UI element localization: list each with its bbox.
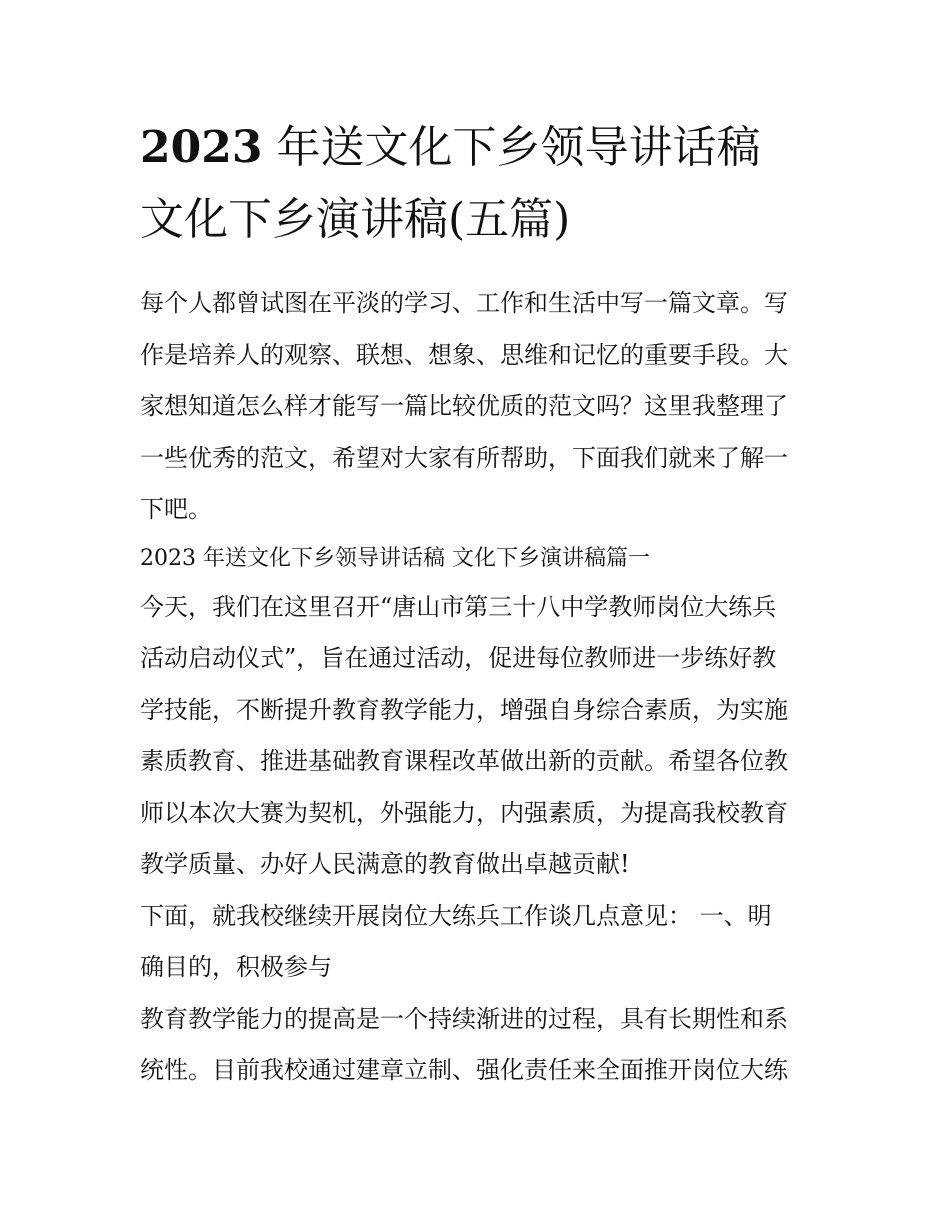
text-line: 每个人都曾试图在平淡的学习、工作和生活中写一篇文章。写 [140, 289, 788, 317]
title-year: 2023 [140, 122, 263, 173]
text-line: 下面，就我校继续开展岗位大练兵工作谈几点意见： 一、明 [140, 901, 772, 930]
text-line: 下吧。 [140, 495, 212, 523]
text-line: 教学质量、办好人民满意的教育做出卓越贡献! [140, 850, 630, 878]
title-line-2: 文化下乡演讲稿(五篇) [140, 194, 571, 245]
document-title [140, 112, 812, 256]
text-line: 学技能，不断提升教育教学能力，增强自身综合素质，为实施 [140, 695, 788, 724]
body-paragraph-3 [140, 994, 812, 1097]
body-paragraph-2 [140, 891, 812, 994]
title-line-1 [140, 112, 812, 184]
document-page [140, 112, 812, 1097]
text-line: 一些优秀的范文，希望对大家有所帮助，下面我们就来了解一 [140, 443, 788, 472]
text-line: 家想知道怎么样才能写一篇比较优质的范文吗？这里我整理了 [140, 392, 788, 420]
text-line: 统性。目前我校通过建章立制、强化责任来全面推开岗位大练 [140, 1056, 788, 1084]
title-line-1-text: 年送文化下乡领导讲话稿 [276, 122, 761, 173]
text-line: 活动启动仪式”，旨在通过活动，促进每位教师进一步练好教 [140, 644, 777, 672]
text-line: 作是培养人的观察、联想、想象、思维和记忆的重要手段。大 [140, 340, 788, 369]
text-line: 确目的，积极参与 [140, 953, 332, 981]
body-paragraph-1 [140, 582, 812, 891]
text-line: 素质教育、推进基础教育课程改革做出新的贡献。希望各位教 [140, 747, 788, 775]
intro-paragraph [140, 278, 812, 536]
text-line: 今天，我们在这里召开“唐山市第三十八中学教师岗位大练兵 [140, 592, 777, 621]
section-heading: 2023 年送文化下乡领导讲话稿 文化下乡演讲稿篇一 [140, 545, 650, 571]
text-line: 师以本次大赛为契机，外强能力，内强素质，为提高我校教育 [140, 798, 788, 827]
text-line: 教育教学能力的提高是一个持续渐进的过程，具有长期性和系 [140, 1004, 788, 1033]
